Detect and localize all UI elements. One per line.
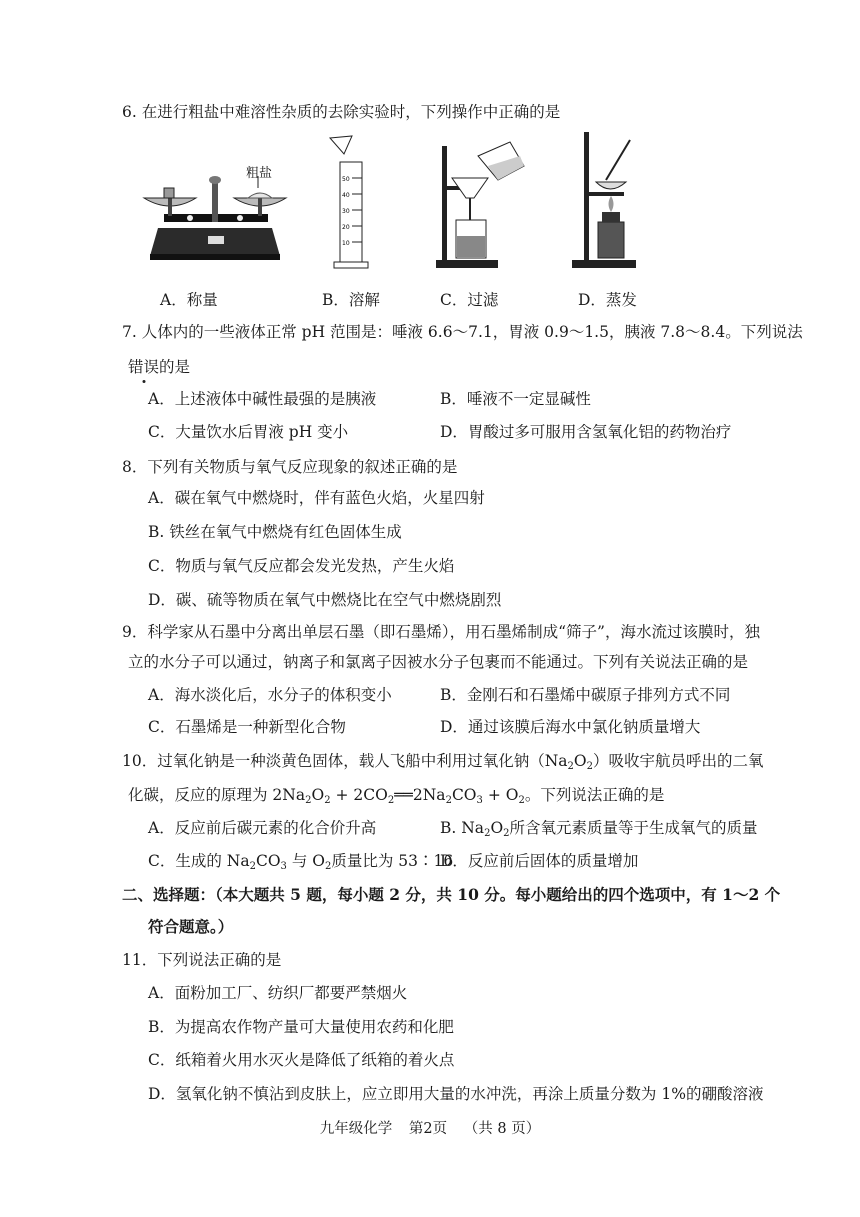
q6-option-b: B．溶解 <box>322 291 380 309</box>
q10-eq-part-d: + O <box>482 786 519 804</box>
footer-total: （共 8 页） <box>463 1121 541 1137</box>
crude-salt-label: 粗盐 <box>246 166 273 181</box>
q10-option-c-part-c: 质量比为 53∶16 <box>331 852 454 870</box>
q10-option-b-part-a: B. Na <box>440 819 485 837</box>
cylinder-tick-10: 10 <box>342 240 350 247</box>
page-footer <box>0 1117 860 1138</box>
q8-stem: 8．下列有关物质与氧气反应现象的叙述正确的是 <box>122 458 458 476</box>
q7-option-b: B．唾液不一定显碱性 <box>440 390 591 408</box>
filtration-figure <box>430 136 530 270</box>
evaporation-figure <box>566 130 646 270</box>
q7-stem-line2 <box>128 357 190 377</box>
footer-subject: 九年级化学 <box>319 1121 393 1137</box>
q10-option-b: B. $Na_2O_2$所含氧元素质量等于生成氧气的质量 <box>440 819 758 839</box>
section2-heading-line1: 二、选择题：（本大题共 5 题，每小题 2 分，共 10 分。每小题给出的四个选项中，有 1～2 个 <box>122 885 781 904</box>
q11-option-a: A．面粉加工厂、纺织厂都要严禁烟火 <box>148 984 408 1002</box>
section2-heading-line2: 符合题意。） <box>148 917 234 936</box>
q8-option-a: A．碳在氧气中燃烧时，伴有蓝色火焰，火星四射 <box>148 489 485 507</box>
q9-option-b: B．金刚石和石墨烯中碳原子排列方式不同 <box>440 686 731 704</box>
q9-option-c: C．石墨烯是一种新型化合物 <box>148 718 346 736</box>
q7-option-a: A．上述液体中碱性最强的是胰液 <box>148 390 377 408</box>
q10-option-d: D．反应前后固体的质量增加 <box>440 852 639 870</box>
q6-option-c: C．过滤 <box>440 291 499 309</box>
q10-line1-part-a: 10．过氧化钠是一种淡黄色固体，载人飞船中利用过氧化钠（Na <box>122 752 568 770</box>
q11-option-c: C．纸箱着火用水灭火是降低了纸箱的着火点 <box>148 1051 455 1069</box>
q10-option-b-part-b: 所含氧元素质量等于生成氧气的质量 <box>509 819 758 837</box>
q10-eq-part-c: ══2Na <box>394 786 446 804</box>
q10-option-a: A．反应前后碳元素的化合价升高 <box>148 819 377 837</box>
q11-stem: 11．下列说法正确的是 <box>122 951 282 969</box>
q7-option-d: D．胃酸过多可服用含氢氧化铝的药物治疗 <box>440 423 732 441</box>
graduated-cylinder-figure <box>322 134 382 274</box>
q9-option-a: A．海水淡化后，水分子的体积变小 <box>148 686 392 704</box>
footer-page: 第2页 <box>408 1121 448 1137</box>
cylinder-tick-20: 20 <box>342 224 350 231</box>
cylinder-tick-40: 40 <box>342 192 350 199</box>
q9-option-d: D．通过该膜后海水中氯化钠质量增大 <box>440 718 701 736</box>
q6-option-d: D．蒸发 <box>578 291 637 309</box>
q10-option-c: C．生成的 $Na_2CO_3$ 与 $O_2$质量比为 53∶16 <box>148 852 454 872</box>
q10-eq-part-a: 化碳，反应的原理为 2Na <box>128 786 306 804</box>
cylinder-tick-50: 50 <box>342 176 350 183</box>
q8-option-d: D．碳、硫等物质在氧气中燃烧比在空气中燃烧剧烈 <box>148 591 502 609</box>
q6-stem: 6. 在进行粗盐中难溶性杂质的去除实验时，下列操作中正确的是 <box>122 103 561 121</box>
q7-emphasis: 错误 <box>128 358 160 376</box>
q8-option-c: C．物质与氧气反应都会发光发热，产生火焰 <box>148 557 455 575</box>
q9-stem-line2: 立的水分子可以通过，钠离子和氯离子因被水分子包裹而不能通过。下列有关说法正确的是 <box>128 653 749 671</box>
q10-option-c-part-b: 与 O <box>286 852 325 870</box>
cylinder-tick-30: 30 <box>342 208 350 215</box>
q7-option-c: C．大量饮水后胃液 pH 变小 <box>148 423 349 441</box>
q10-eq-part-b: + 2CO <box>330 786 388 804</box>
q11-option-b: B．为提高农作物产量可大量使用农药和化肥 <box>148 1018 454 1036</box>
q6-option-a: A．称量 <box>160 291 218 309</box>
q10-stem-line2: 化碳，反应的原理为 $2Na_2O_2$ + $2CO_2══2Na_2CO_3 + O_2$。下列说法正确的是 <box>128 786 665 806</box>
q10-option-c-part-a: C．生成的 Na <box>148 852 250 870</box>
q10-eq-part-e: 。下列说法正确的是 <box>524 786 665 804</box>
q10-stem-line1: 10．过氧化钠是一种淡黄色固体，载人飞船中利用过氧化钠$(Na_2O_2)$吸收宇航员呼出的二氧 <box>122 752 764 772</box>
q11-option-d: D．氢氧化钠不慎沾到皮肤上，应立即用大量的水冲洗，再涂上质量分数为 1%的硼酸溶液 <box>148 1085 764 1103</box>
q7-stem-line2-rest: 的是 <box>159 358 191 376</box>
q9-stem-line1: 9．科学家从石墨中分离出单层石墨（即石墨烯），用石墨烯制成“筛子”，海水流过该膜时，独 <box>122 623 760 641</box>
q10-line1-part-b: ）吸收宇航员呼出的二氧 <box>593 752 764 770</box>
q7-stem-line1: 7. 人体内的一些液体正常 pH 范围是：唾液 6.6～7.1，胃液 0.9～1.5，胰液 7.8～8.4。下列说法 <box>122 323 803 341</box>
q8-option-b: B. 铁丝在氧气中燃烧有红色固体生成 <box>148 523 402 541</box>
